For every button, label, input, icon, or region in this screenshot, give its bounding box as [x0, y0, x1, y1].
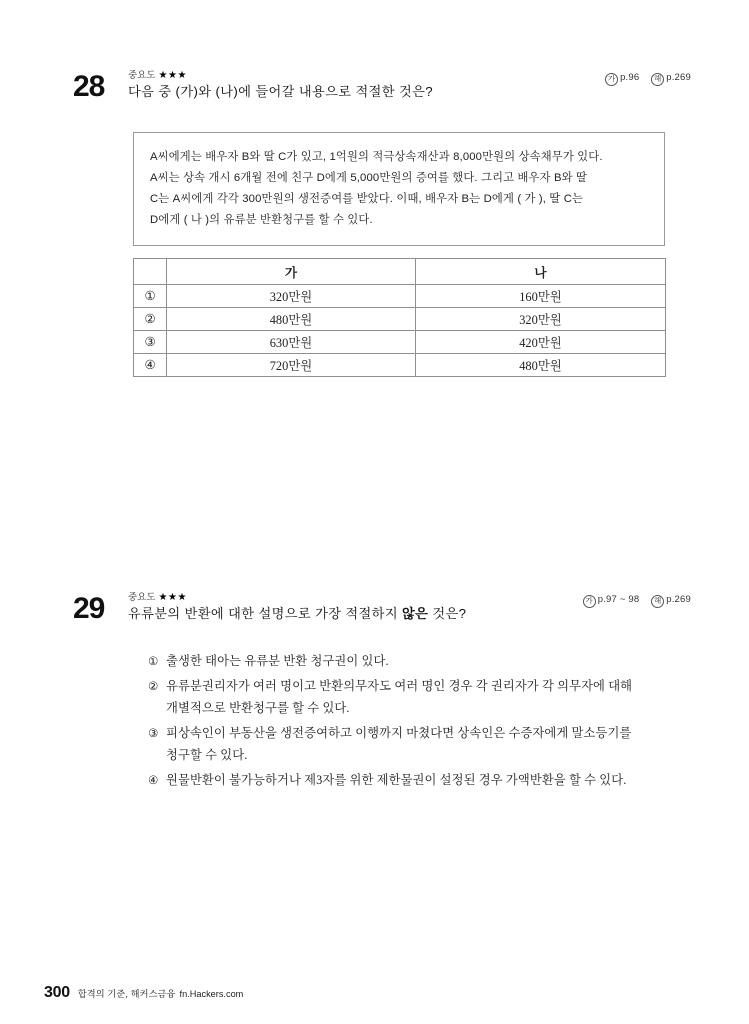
choice-option-1[interactable]	[148, 650, 693, 673]
page-number: 300	[44, 984, 70, 1001]
passage-line: C는 A씨에게 각각 300만원의 생전증여를 받았다. 이때, 배우자 B는 D에게 ( 가 ), 딸 C는	[150, 193, 584, 205]
choice-option-4[interactable]	[148, 769, 693, 792]
option-marker: ①	[134, 285, 167, 308]
question-header-29	[0, 592, 749, 638]
table-row[interactable]	[134, 285, 666, 308]
option-value-na: 480만원	[416, 354, 666, 377]
option-text: 유류분권리자가 여러 명이고 반환의무자도 여러 명인 경우 각 권리자가 각 의무자에 대해	[166, 678, 633, 693]
option-text-continued: 개별적으로 반환청구를 할 수 있다.	[166, 701, 350, 715]
table-row[interactable]	[134, 308, 666, 331]
choice-list-29	[148, 650, 693, 793]
option-value-ga: 320만원	[167, 285, 416, 308]
option-marker: ②	[148, 678, 159, 693]
option-text: 출생한 태아는 유류분 반환 청구권이 있다.	[166, 654, 389, 668]
option-value-ga: 480만원	[167, 308, 416, 331]
question-number-29: 29	[73, 592, 105, 625]
passage-line: D에게 ( 나 )의 유류분 반환청구를 할 수 있다.	[150, 214, 373, 226]
question-block-28	[0, 70, 749, 373]
reference-page-value: p.269	[666, 72, 691, 83]
option-marker: ②	[134, 308, 167, 331]
option-text: 피상속인이 부동산을 생전증여하고 이행까지 마쳤다면 상속인은 수증자에게 말소등기를	[166, 725, 632, 740]
choice-option-2[interactable]	[148, 675, 693, 720]
column-header-na: 나	[416, 259, 666, 285]
reference-solution-28	[651, 72, 691, 83]
column-header-index	[134, 259, 167, 285]
reference-page-value: p.97 ~ 98	[597, 594, 640, 605]
option-marker: ③	[148, 725, 159, 740]
option-marker: ①	[148, 654, 159, 668]
reference-solution-29	[651, 594, 691, 605]
option-marker: ③	[134, 331, 167, 354]
circled-hae-icon: 해	[651, 73, 664, 86]
passage-line: A씨에게는 배우자 B와 딸 C가 있고, 1억원의 적극상속재산과 8,000만원의 상속채무가 있다.	[150, 151, 603, 163]
page-footer	[44, 984, 243, 1002]
table-row[interactable]	[134, 331, 666, 354]
question-title-29	[128, 605, 466, 623]
reference-links-28	[605, 72, 691, 86]
option-marker: ④	[134, 354, 167, 377]
choice-option-3[interactable]	[148, 722, 693, 767]
option-marker: ④	[148, 772, 159, 787]
question-title-28	[128, 83, 433, 101]
question-title-text: 다음 중 (가)와 (나)에 들어갈 내용으로 적절한 것은?	[128, 84, 433, 99]
question-block-29	[0, 592, 749, 787]
reference-links-29	[583, 594, 691, 608]
column-header-ga: 가	[167, 259, 416, 285]
option-value-ga: 720만원	[167, 354, 416, 377]
passage-line: A씨는 상속 개시 6개월 전에 친구 D에게 5,000만원의 증여를 했다. 그리고 배우자 B와 딸	[150, 172, 588, 184]
question-header-28	[0, 70, 749, 116]
question-title-emphasis: 않은	[402, 606, 429, 621]
importance-rating-29	[128, 592, 187, 604]
option-value-na: 420만원	[416, 331, 666, 354]
passage-box-28	[133, 132, 665, 246]
footer-url: fn.Hackers.com	[179, 989, 244, 999]
option-text-continued: 청구할 수 있다.	[166, 748, 248, 762]
footer-brand: 합격의 기준, 해커스금융	[77, 989, 176, 999]
question-title-suffix: 것은?	[428, 606, 467, 621]
circled-ga-icon: 가	[583, 595, 596, 608]
option-value-ga: 630만원	[167, 331, 416, 354]
importance-label: 중요도	[128, 592, 156, 603]
option-text: 원물반환이 불가능하거나 제3자를 위한 제한물권이 설정된 경우 가액반환을 할 수 있다.	[166, 772, 627, 787]
circled-ga-icon: 가	[605, 73, 618, 86]
table-row[interactable]	[134, 354, 666, 377]
importance-stars-icon: ★★★	[158, 70, 187, 81]
question-title-text: 유류분의 반환에 대한 설명으로 가장 적절하지	[128, 606, 403, 621]
reference-page-value: p.96	[620, 72, 640, 83]
importance-label: 중요도	[128, 70, 156, 81]
question-number-28: 28	[73, 70, 105, 103]
option-value-na: 160만원	[416, 285, 666, 308]
reference-textbook-28	[605, 72, 639, 83]
table-header-row	[134, 259, 666, 285]
circled-hae-icon: 해	[651, 595, 664, 608]
answer-options-table-28	[133, 258, 666, 377]
reference-page-value: p.269	[666, 594, 691, 605]
importance-rating-28	[128, 70, 187, 82]
importance-stars-icon: ★★★	[158, 592, 187, 603]
option-value-na: 320만원	[416, 308, 666, 331]
reference-textbook-29	[583, 594, 640, 605]
